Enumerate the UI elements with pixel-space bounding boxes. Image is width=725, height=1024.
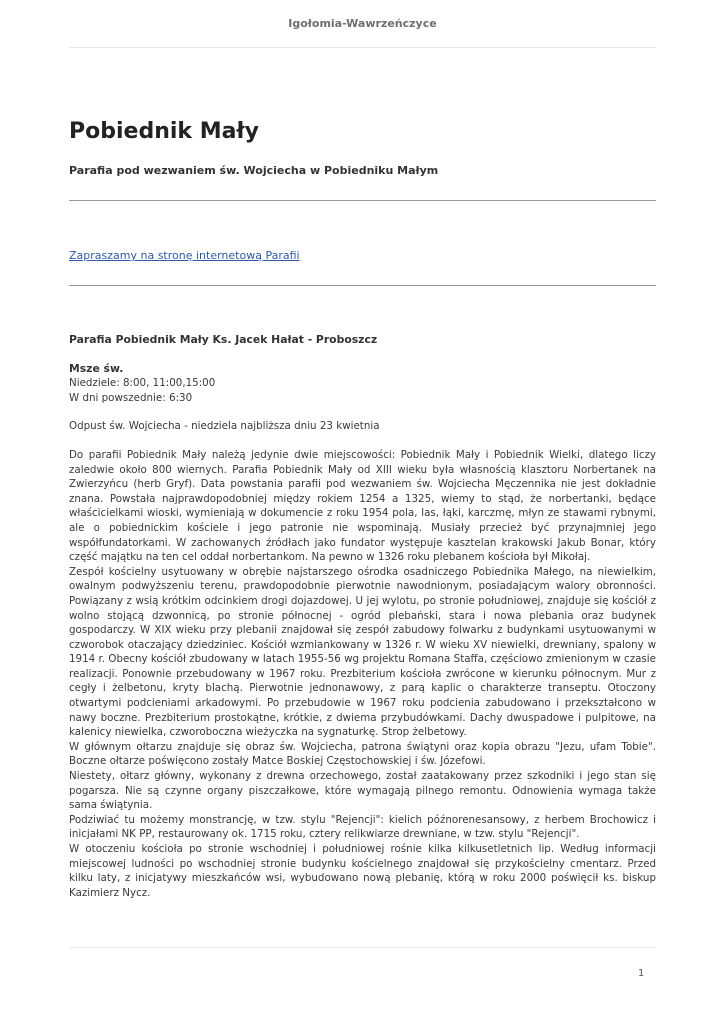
page-subtitle: Parafia pod wezwaniem św. Wojciecha w Pobiedniku Małym <box>69 164 439 177</box>
mass-schedule-item: W dni powszednie: 6:30 <box>69 391 193 404</box>
paragraph: Zespół kościelny usytuowany w obrębie najstarszego ośrodka osadniczego Pobiednika Małego, na niewielkim, owalnym podwyższeniu terenu, prawdopodobnie pierwotnie nawodnionym, posiadającym walory obronności. Powiązany z wsią krótkim odcinkiem drogi dojazdowej. U jej wylotu, po stronie południowej, znajduje się kościół z wolno stojącą dzwonnicą, po stronie północnej - ogród plebański, stara i nowa plebania oraz budynek gospodarczy. W XIX wieku przy plebanii znajdował się zespół zabudowy folwarku z budynkami usytuowanymi w czworobok otaczający dziedziniec. Kościół wzmiankowany w 1326 r. W wieku XV niewielki, drewniany, spalony w 1914 r. Obecny kościół zbudowany w latach 1955-56 wg projektu Romana Staffa, częściowo zmienionym w czasie realizacji. Ponownie przebudowany w 1967 roku. Prezbiterium kościoła zwrócone w kierunku północnym. Mur z cegły i żelbetonu, kryty blachą. Pierwotnie jednonawowy, z parą kaplic o charakterze transeptu. Otoczony otwartymi podcieniami arkadowymi. Po przebudowie w 1967 roku podcienia zabudowano i przekształcono w nawy boczne. Prezbiterium prostokątne, krótkie, z dwiema przybudówkami. Dachy dwuspadowe i pulpitowe, na kalenicy niewielka, czworoboczna wieżyczka na sygnaturkę. Strop żelbetowy. <box>69 565 656 739</box>
paragraph: W otoczeniu kościoła po stronie wschodniej i południowej rośnie kilka kilkusetletnich lip. Według informacji miejscowej ludności po wschodniej stronie budynku kościelnego znajdował się przykościelny cmentarz. Przed kilku laty, z inicjatywy mieszkańców wsi, wybudowano nową plebanię, którą w roku 2000 poświęcił ks. biskup Kazimierz Nycz. <box>69 843 656 899</box>
mass-schedule-item: Niedziele: 8:00, 11:00,15:00 <box>69 377 216 390</box>
paragraph: Podziwiać tu możemy monstrancję, w tzw. stylu "Rejencji": kielich późnorenesansowy, z herbem Brochowicz i inicjałami NK PP, restaurowany ok. 1715 roku, cztery relikwiarze drewniane, w tzw. stylu "Rejencji". <box>69 813 656 841</box>
site-name: Igołomia-Wawrzeńczyce <box>288 17 437 30</box>
indulgence-text: Odpust św. Wojciecha - niedziela najbliższa dniu 23 kwietnia <box>69 420 380 433</box>
header-divider <box>69 47 656 48</box>
body-text <box>69 448 656 900</box>
paragraph: Niestety, ołtarz główny, wykonany z drewna orzechowego, został zaatakowany przez szkodniki i jego stan się pogarsza. Nie są czynne organy piszczałkowe, które wymagają pilnego remontu. Odnowienia wymaga także sama świątynia. <box>69 770 656 812</box>
masses-title: Msze św. <box>69 361 124 375</box>
parish-heading: Parafia Pobiednik Mały Ks. Jacek Hałat - Proboszcz <box>69 333 378 346</box>
footer-divider <box>69 947 656 948</box>
page-title: Pobiednik Mały <box>69 119 259 144</box>
section-divider <box>69 200 656 201</box>
page-number: 1 <box>638 968 645 979</box>
paragraph: Do parafii Pobiednik Mały należą jedynie dwie miejscowości: Pobiednik Mały i Pobiednik Wielki, dlatego liczy zaledwie około 800 wiernych. Parafia Pobiednik Mały od XIII wieku była własnością klasztoru Norbertanek na Zwierzyńcu (herb Gryf). Data powstania parafii pod wezwaniem św. Wojciecha Męczennika nie jest dokładnie znana. Powstała najprawdopodobniej między rokiem 1254 a 1325, wiemy to stąd, że norbertanki, będące właścicielkami wioski, wymieniają w dokumencie z roku 1954 pola, las, łąki, karczmę, młyn ze stawami rybnymi, ale o pobiednickim kościele i jego patronie nie wspominają. Musiały przecież być przynajmniej jego współfundatorkami. W zachowanych źródłach jako fundator występuje kasztelan krakowski Jakub Bonar, który część majątku na ten cel oddał norbertankom. Na pewno w 1326 roku plebanem kościoła był Mikołaj. <box>69 448 656 564</box>
section-divider <box>69 285 656 286</box>
paragraph: W głównym ołtarzu znajduje się obraz św. Wojciecha, patrona świątyni oraz kopia obrazu "Jezu, ufam Tobie". Boczne ołtarze poświęcono zostały Matce Boskiej Częstochowskiej i św. Józefowi. <box>69 740 656 768</box>
article-content <box>69 333 656 900</box>
parish-website-link[interactable]: Zapraszamy na stronę internetową Parafii <box>69 249 300 262</box>
